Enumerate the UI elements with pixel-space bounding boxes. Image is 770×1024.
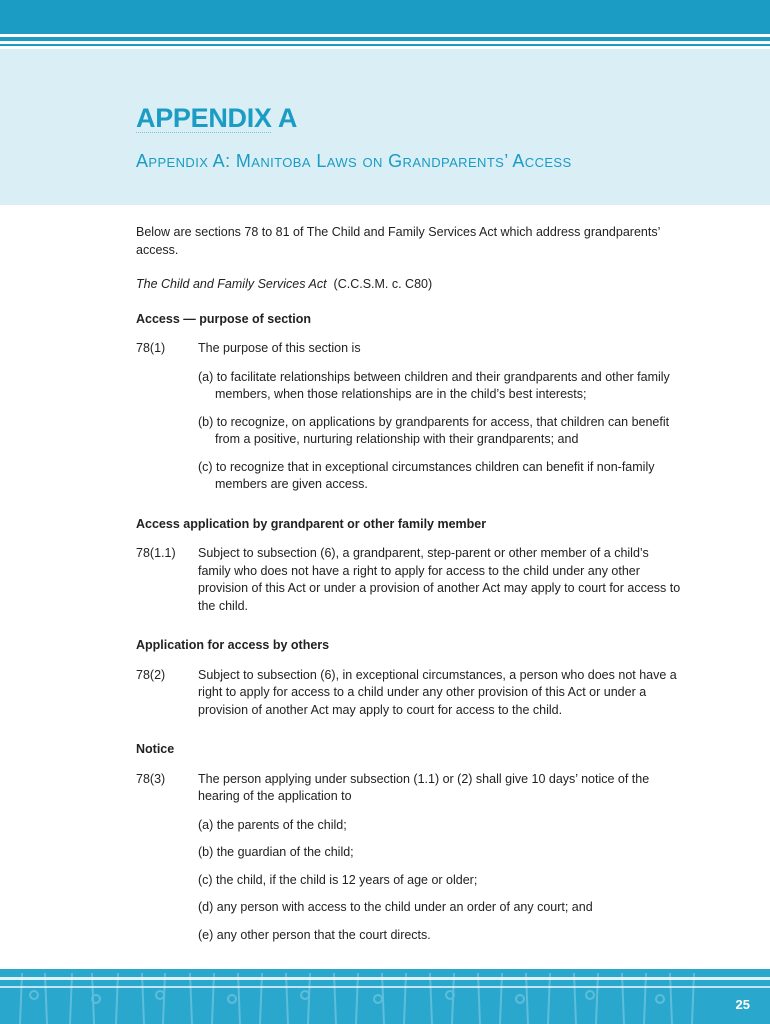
- header-panel: [0, 49, 770, 205]
- subitem: (c) to recognize that in exceptional circumstances children can benefit if non-family members are given access.: [198, 459, 655, 491]
- top-color-band: [0, 0, 770, 34]
- section-heading: Access application by grandparent or other family member: [136, 516, 487, 531]
- subitem: (a) to facilitate relationships between children and their grandparents and other family members, when those relationships are in the child’s best interests;: [198, 369, 670, 401]
- provision-number: 78(2): [136, 667, 166, 682]
- provision: [136, 545, 681, 615]
- subitem: (b) to recognize, on applications by grandparents for access, that children can benefit from a positive, nurturing relationship with their grandparents; and: [198, 414, 670, 446]
- subitem: (c) the child, if the child is 12 years of age or older;: [198, 872, 478, 887]
- provision: [136, 667, 681, 720]
- provision-number: 78(3): [136, 771, 166, 786]
- section-heading: Application for access by others: [136, 638, 330, 652]
- section-heading: Access — purpose of section: [136, 311, 312, 326]
- subitem: (e) any other person that the court directs.: [198, 927, 431, 942]
- act-citation: (C.C.S.M. c. C80): [333, 277, 433, 291]
- section-heading: Notice: [136, 742, 175, 756]
- subitem: (a) the parents of the child;: [198, 817, 347, 832]
- provision-text: The person applying under subsection (1.1) or (2) shall give 10 days’ notice of the hearing of the application to: [198, 771, 650, 803]
- appendix-subtitle: Appendix A: Manitoba Laws on Grandparents’ Access: [136, 151, 572, 171]
- provision-text: Subject to subsection (6), a grandparent, step-parent or other member of a child’s family who does not have a right to apply for access to the child under any other provision of this Act or under a provision of another Act may apply to court for access to the child.: [198, 546, 681, 613]
- page-number: 25: [735, 997, 750, 1012]
- document-body: [136, 224, 681, 954]
- provision: [136, 340, 681, 358]
- top-rule-thin: [0, 44, 770, 46]
- footer-rule-top: [0, 977, 770, 980]
- act-name: The Child and Family Services Act: [136, 277, 327, 291]
- provision-number: 78(1): [136, 341, 166, 355]
- title-underline: [136, 132, 271, 133]
- provision: [136, 771, 681, 806]
- act-citation-line: [136, 276, 681, 294]
- subitem: (d) any person with access to the child under an order of any court; and: [198, 900, 593, 914]
- provision-text: The purpose of this section is: [198, 341, 361, 355]
- provision-subitems: [198, 817, 681, 945]
- footer-rule-mid: [0, 986, 770, 988]
- subitem: (b) the guardian of the child;: [198, 845, 354, 859]
- provision-number: 78(1.1): [136, 546, 176, 560]
- appendix-title: APPENDIX A: [136, 103, 298, 133]
- intro-paragraph: Below are sections 78 to 81 of The Child and Family Services Act which address grandparents’ access.: [136, 225, 660, 257]
- provision-text: Subject to subsection (6), in exceptional circumstances, a person who does not have a right to apply for access to a child under any other provision of this Act or under a provision of another Act may apply to court for access to the child.: [198, 667, 677, 717]
- provision-subitems: [198, 369, 681, 494]
- top-rule-thick: [0, 37, 770, 41]
